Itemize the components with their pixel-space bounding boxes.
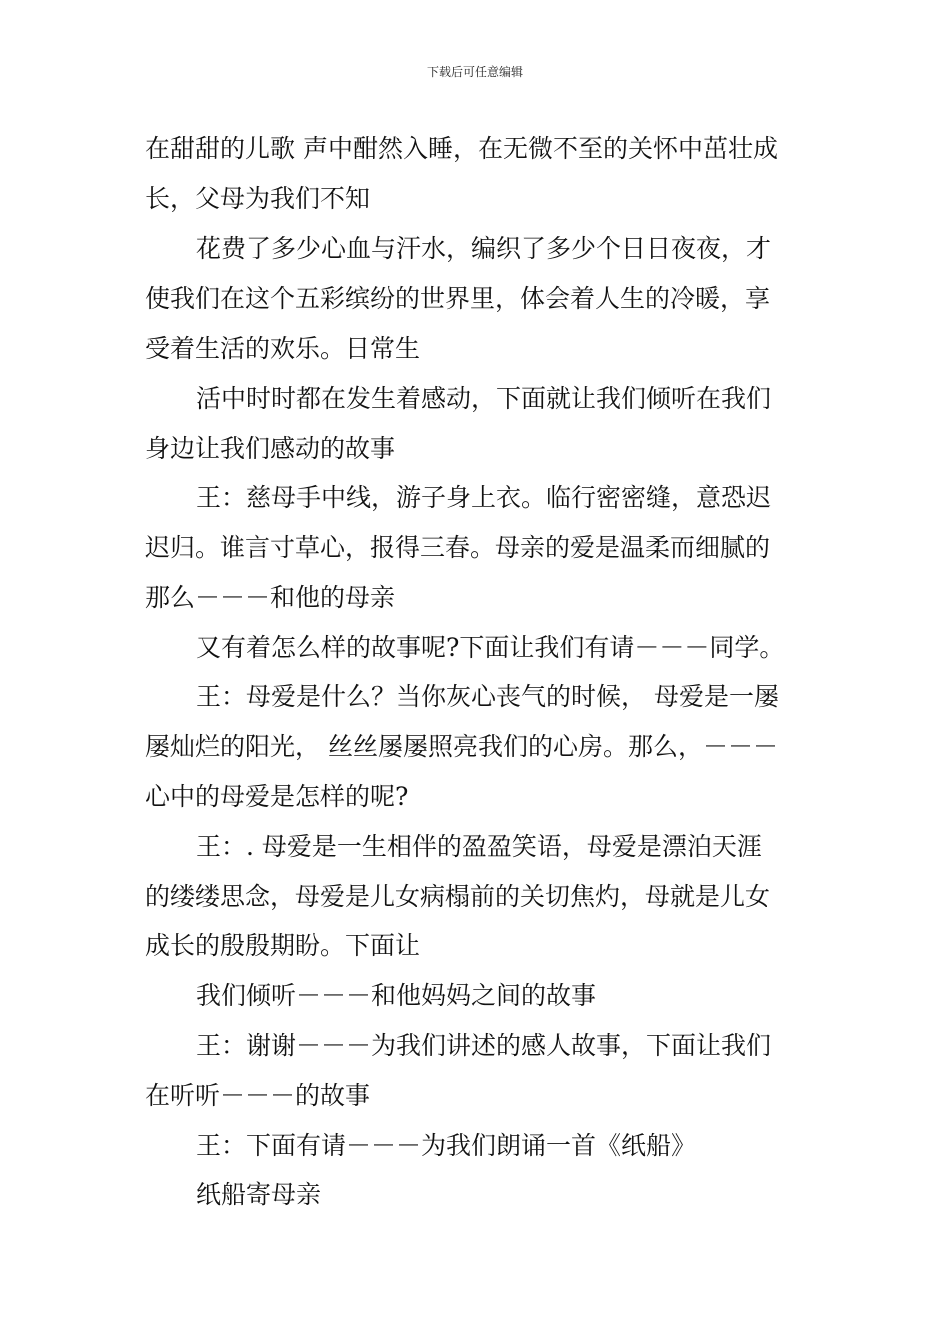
text-line: 长，父母为我们不知 [145,184,371,213]
text-line: 王：谢谢－－－为我们讲述的感人故事，下面让我们 [196,1031,772,1060]
text-line: 心中的母爱是怎样的呢? [145,782,409,811]
text-line: 那么－－－和他的母亲 [145,583,396,612]
text-line: 花费了多少心血与汗水，编织了多少个日日夜夜，才 [196,234,772,263]
text-line: 纸船寄母亲 [196,1180,322,1209]
text-line: 又有着怎么样的故事呢?下面让我们有请－－－同学。 [196,633,785,662]
text-line: 屡灿烂的阳光， 丝丝屡屡照亮我们的心房。那么，－－－ [145,732,778,761]
text-line: 成长的殷殷期盼。下面让 [145,931,421,960]
text-line: 我们倾听－－－和他妈妈之间的故事 [196,981,597,1010]
text-line: 王：母爱是什么？当你灰心丧气的时候， 母爱是一屡 [196,682,779,711]
text-line: 迟归。谁言寸草心，报得三春。母亲的爱是温柔而细腻的 [145,533,771,562]
text-line: 受着生活的欢乐。日常生 [145,334,421,363]
text-line: 使我们在这个五彩缤纷的世界里，体会着人生的冷暖，享 [145,284,771,313]
text-line: 身边让我们感动的故事 [145,434,396,463]
text-line: 王：下面有请－－－为我们朗诵一首《纸船》 [196,1131,697,1160]
text-line: 王：. 母爱是一生相伴的盈盈笑语，母爱是漂泊天涯 [196,832,762,861]
text-line: 的缕缕思念，母爱是儿女病榻前的关切焦灼，母就是儿女 [145,882,771,911]
text-line: 在甜甜的儿歌 声中酣然入睡，在无微不至的关怀中茁壮成 [145,134,778,163]
text-line: 在听听－－－的故事 [145,1081,371,1110]
page-header: 下载后可任意编辑 [426,65,523,79]
text-line: 王：慈母手中线，游子身上衣。临行密密缝，意恐迟 [196,483,772,512]
text-line: 活中时时都在发生着感动，下面就让我们倾听在我们 [196,384,772,413]
